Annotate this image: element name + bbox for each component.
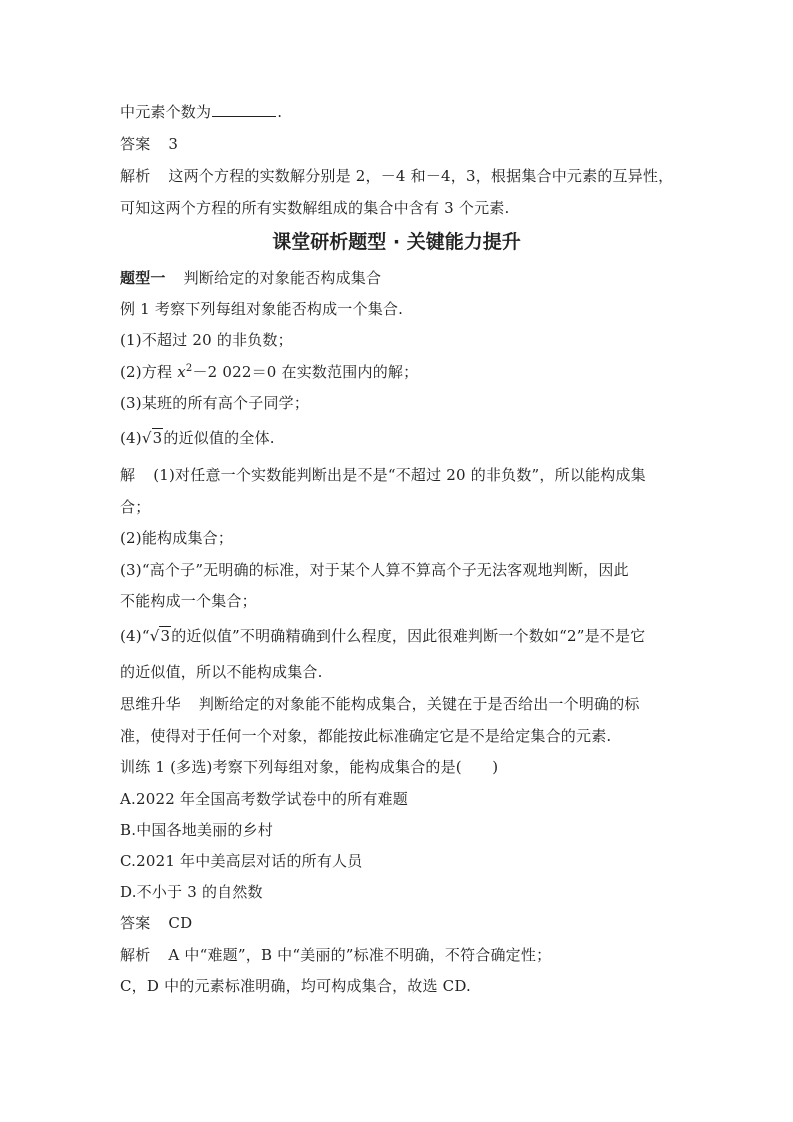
solution-line-4: (3)“高个子”无明确的标准，对于某个人算不算高个子无法客观地判断，因此 (120, 561, 629, 579)
example-item-1: (1)不超过 20 的非负数； (120, 331, 293, 349)
exponent: 2 (185, 363, 193, 374)
analysis-text: 这两个方程的实数解分别是 2，－4 和－4，3，根据集合中元素的互异性， (168, 167, 674, 185)
option-d: D.不小于 3 的自然数 (120, 883, 263, 901)
type-one-heading (120, 268, 381, 288)
thinking-line-2: 准，使得对于任何一个对象，都能按此标准确定它是不是给定集合的元素. (120, 727, 612, 745)
solution-line-6: (4)“√3的近似值”不明确精确到什么程度，因此很难判断一个数如“2”是不是它 (120, 627, 646, 645)
training-stem: 训练 1 (多选)考察下列每组对象，能构成集合的是( ) (120, 758, 499, 776)
intro-analysis-line-1 (120, 166, 673, 186)
analysis-text: 可知这两个方程的所有实数解组成的集合中含有 3 个元素. (120, 199, 510, 217)
sqrt-symbol: √3 (141, 429, 163, 447)
section-title: 课堂研析题型 · 关键能力提升 (272, 231, 521, 253)
example-stem (120, 299, 403, 319)
answer-value: 3 (168, 135, 179, 153)
solution-label: 解 (120, 466, 136, 484)
analysis-label: 解析 (120, 167, 151, 185)
example-label: 例 1 (120, 300, 150, 318)
training-analysis-line-1: 解析 A 中“难题”，B 中“美丽的”标准不明确，不符合确定性； (120, 946, 552, 964)
training-analysis-line-2: C，D 中的元素标准明确，均可构成集合，故选 CD. (120, 977, 471, 995)
solution-line-1: 解 (1)对任意一个实数能判断出是不是“不超过 20 的非负数”，所以能构成集 (120, 466, 646, 484)
type-label: 题型一 (120, 269, 166, 287)
intro-line (120, 102, 282, 122)
training-answer (120, 913, 192, 933)
solution-line-3: (2)能构成集合； (120, 529, 234, 547)
answer-blank (212, 102, 276, 117)
option-c: C.2021 年中美高层对话的所有人员 (120, 852, 363, 870)
sqrt-symbol: √3 (149, 627, 171, 645)
solution-line-7: 的近似值，所以不能构成集合. (120, 663, 323, 681)
example-item-4: (4)√3的近似值的全体. (120, 429, 275, 447)
option-b: B.中国各地美丽的乡村 (120, 821, 273, 839)
variable-x: x (177, 363, 186, 381)
example-text: 考察下列每组对象能否构成一个集合. (154, 300, 404, 318)
training-label: 训练 1 (120, 758, 166, 776)
solution-line-2: 合； (120, 498, 151, 516)
type-title: 判断给定的对象能否构成集合 (183, 269, 382, 287)
intro-text: 中元素个数为 (120, 103, 212, 121)
answer-label: 答案 (120, 914, 151, 932)
thinking-line-1: 思维升华 判断给定的对象能不能构成集合，关键在于是否给出一个明确的标 (120, 695, 640, 713)
thinking-label: 思维升华 (120, 695, 181, 713)
option-a: A.2022 年全国高考数学试卷中的所有难题 (120, 790, 408, 808)
example-item-3: (3)某班的所有高个子同学； (120, 394, 310, 412)
intro-period: . (277, 103, 283, 121)
analysis-label: 解析 (120, 946, 151, 964)
intro-answer (120, 134, 178, 154)
answer-value: CD (168, 914, 193, 932)
intro-analysis-line-2 (120, 198, 509, 218)
example-item-2: (2)方程 $x^2-2$ 022＝0 在实数范围内的解； (120, 363, 419, 381)
answer-label: 答案 (120, 135, 151, 153)
solution-line-5: 不能构成一个集合； (120, 592, 257, 610)
